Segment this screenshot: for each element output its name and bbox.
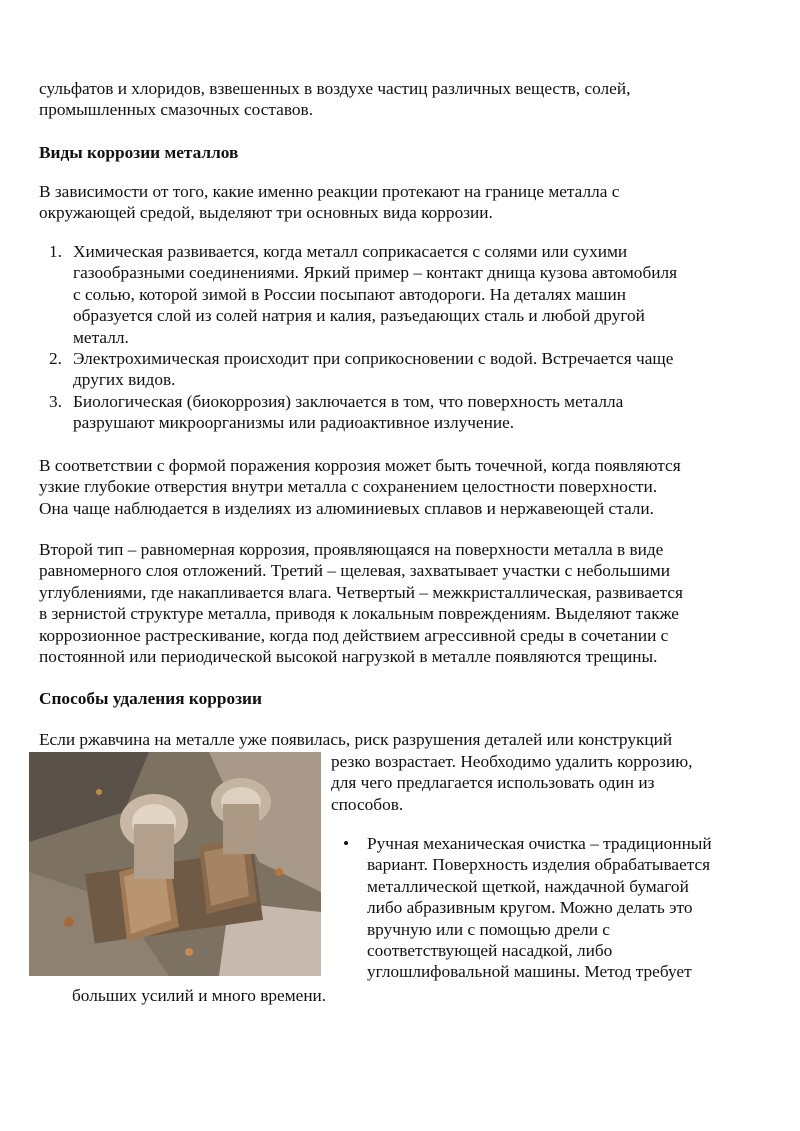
removal-first-line: Если ржавчина на металле уже появилась, риск разрушения деталей или конструкций: [39, 730, 673, 749]
section-heading-corrosion-types: Виды коррозии металлов: [39, 143, 239, 162]
text-line: Второй тип – равномерная коррозия, проявляющаяся на поверхности металла в виде: [39, 540, 664, 559]
text-line: промышленных смазочных составов.: [39, 100, 314, 120]
text-line: В зависимости от того, какие именно реакции протекают на границе металла с: [39, 182, 620, 201]
text-line: способов.: [331, 794, 404, 814]
list-item: [39, 348, 759, 391]
text-line: для чего предлагается использовать один из: [331, 773, 655, 793]
section-heading-removal-methods: Способы удаления коррозии: [39, 689, 262, 708]
text-line: В соответствии с формой поражения коррозия может быть точечной, когда появляются: [39, 456, 681, 475]
text-line: разрушают микроорганизмы или радиоактивное излучение.: [73, 413, 515, 433]
text-line: сульфатов и хлоридов, взвешенных в воздухе частиц различных веществ, солей,: [39, 79, 631, 98]
text-line: с солью, которой зимой в России посыпают автодороги. На деталях машин: [73, 284, 626, 304]
text-line: соответствующей насадкой, либо: [367, 941, 613, 961]
text-line: металлической щеткой, наждачной бумагой: [367, 876, 689, 896]
bullet-tail-line: больших усилий и много времени.: [72, 986, 327, 1005]
text-line: Электрохимическая происходит при соприкосновении с водой. Встречается чаще: [73, 349, 674, 369]
text-line: образуется слой из солей натрия и калия, разъедающих сталь и любой другой: [73, 306, 645, 326]
corrosion-forms-paragraph: [39, 539, 759, 667]
text-line: Химическая развивается, когда металл соприкасается с солями или сухими: [73, 242, 628, 261]
intro-tail-paragraph: [39, 78, 759, 121]
corrosion-types-list: [39, 241, 759, 434]
list-number: 1.: [49, 242, 62, 261]
text-line: равномерного слоя отложений. Третий – щелевая, захватывает участки с небольшими: [39, 561, 670, 581]
text-line: газообразными соединениями. Яркий пример – контакт днища кузова автомобиля: [73, 263, 678, 283]
text-line: металл.: [73, 327, 129, 347]
text-line: Биологическая (биокоррозия) заключается в том, что поверхность металла: [73, 391, 624, 411]
text-line: в зернистой структуре металла, приводя к локальным повреждениям. Выделяют также: [39, 604, 679, 624]
text-line: коррозионное растрескивание, когда под действием агрессивной среды в сочетании с: [39, 625, 669, 645]
list-number: 3.: [49, 391, 62, 411]
text-line: узкие глубокие отверстия внутри металла с сохранением целостности поверхности.: [39, 477, 658, 497]
list-item: [39, 391, 759, 434]
text-line: Она чаще наблюдается в изделиях из алюминиевых сплавов и нержавеющей стали.: [39, 498, 654, 518]
text-line: либо абразивным кругом. Можно делать это: [367, 898, 693, 918]
photo-illustration: [29, 752, 321, 976]
bullet-text: [367, 833, 752, 983]
bullet-marker: •: [343, 834, 350, 853]
removal-wrap-paragraph: [331, 751, 751, 815]
text-line: углублениями, где накапливается влага. Четвертый – межкристаллическая, развивается: [39, 582, 683, 602]
rusty-bolts-photo: [29, 752, 321, 976]
text-line: вручную или с помощью дрели с: [367, 919, 610, 939]
text-line: вариант. Поверхность изделия обрабатывается: [367, 855, 711, 875]
text-line: Ручная механическая очистка – традиционный: [367, 834, 712, 853]
list-number: 2.: [49, 349, 62, 369]
list-item: [39, 241, 759, 348]
text-line: углошлифовальной машины. Метод требует: [367, 962, 692, 982]
text-line: окружающей средой, выделяют три основных вида коррозии.: [39, 203, 493, 223]
text-line: постоянной или периодической высокой нагрузкой в металле появляются трещины.: [39, 647, 658, 667]
form-paragraph: [39, 455, 759, 519]
text-line: резко возрастает. Необходимо удалить коррозию,: [331, 752, 693, 771]
intro-paragraph: [39, 181, 759, 224]
text-line: других видов.: [73, 370, 176, 390]
